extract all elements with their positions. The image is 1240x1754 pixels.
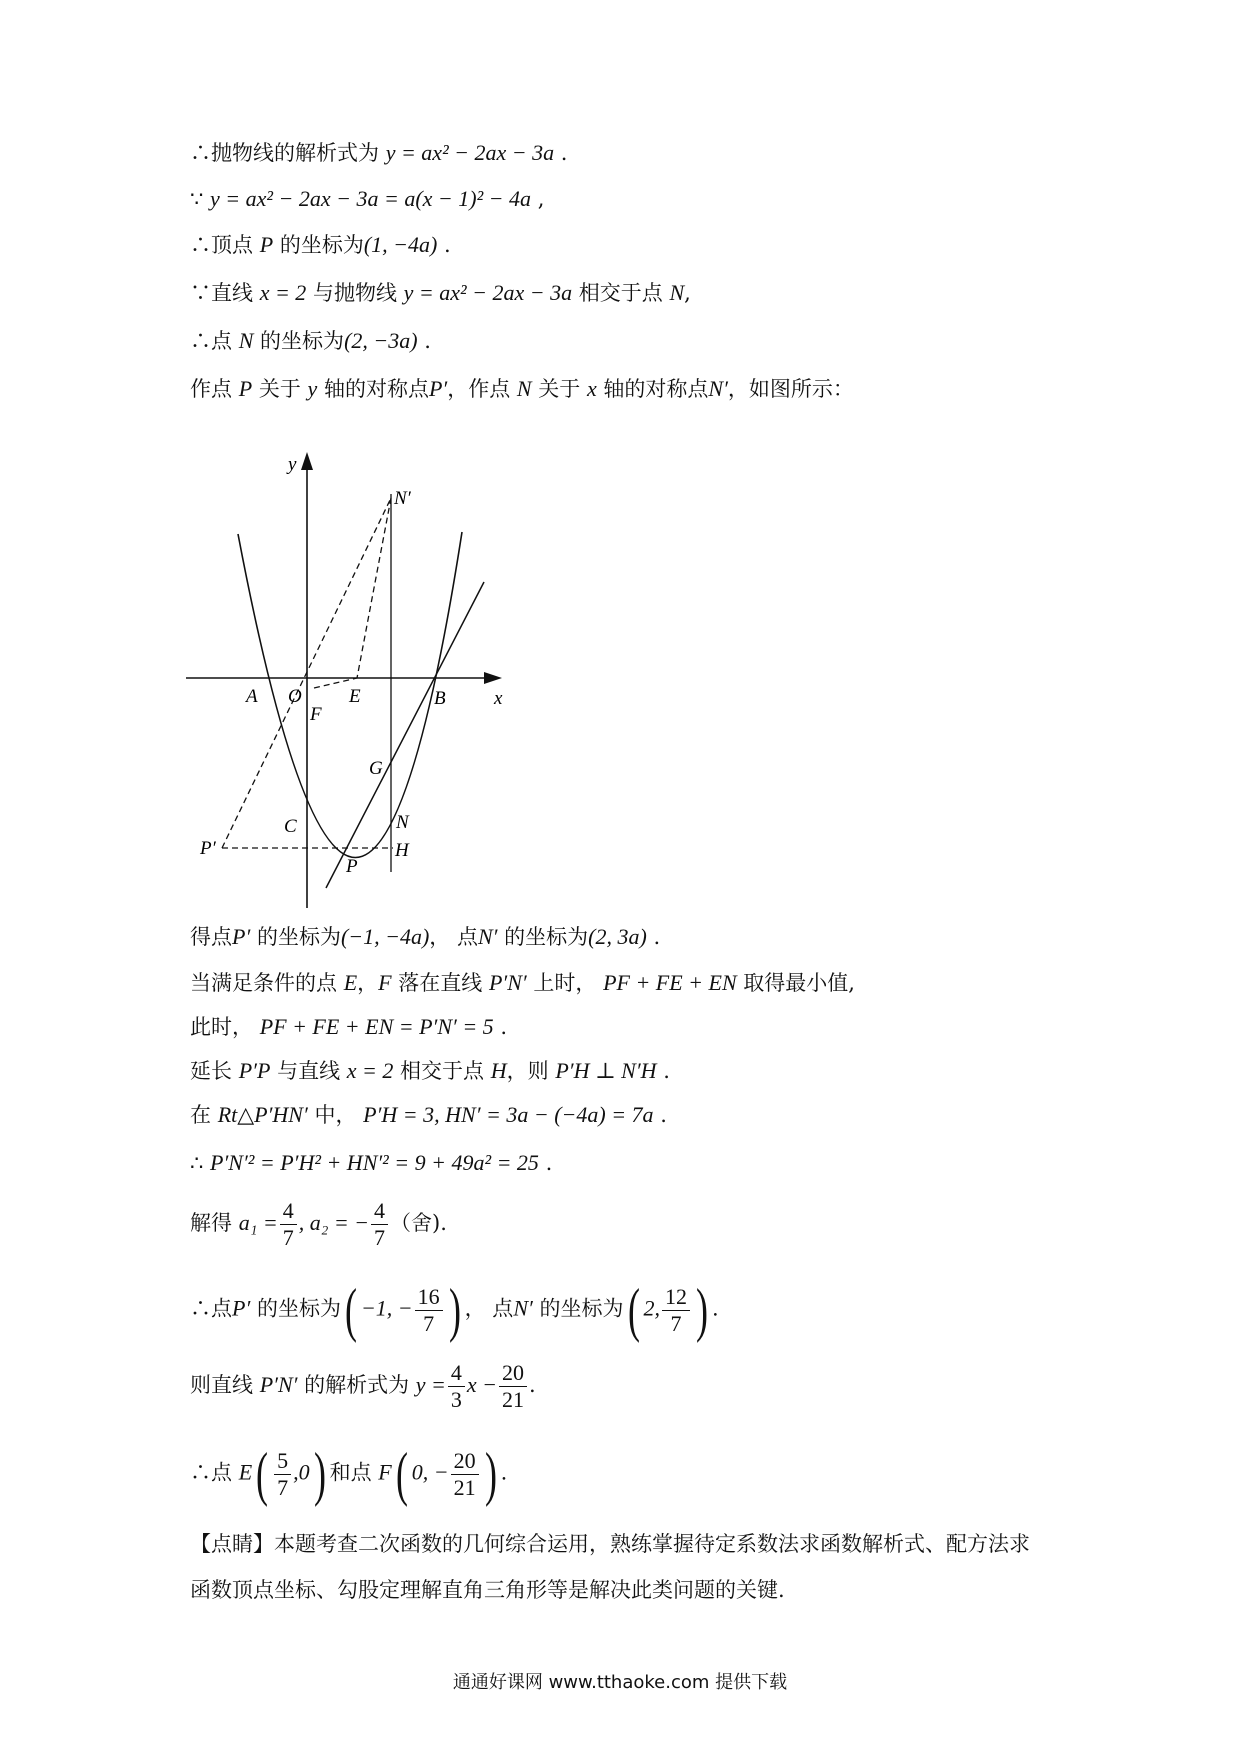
text: 与抛物线: [306, 281, 404, 305]
math: P′P: [238, 1058, 271, 1083]
text: ∴顶点: [190, 233, 260, 257]
denominator: 7: [423, 1310, 435, 1336]
text: 轴的对称点: [596, 377, 709, 401]
math: y = ax² − 2ax − 3a: [385, 140, 555, 165]
math: a₁ =: [238, 1210, 278, 1235]
numerator: 20: [499, 1362, 527, 1387]
denominator: 7: [374, 1225, 386, 1250]
text: .: [493, 1015, 508, 1039]
math: Rt△P′HN′: [217, 1102, 308, 1127]
text: ∵: [190, 187, 211, 211]
text: ∴点: [190, 1460, 239, 1485]
text: ∴抛物线的解析式为: [190, 141, 386, 165]
label-pprime: P′: [200, 838, 216, 859]
math: P′H = 3, HN′ = 3a − (−4a) = 7a: [363, 1102, 654, 1127]
fraction: [371, 1200, 388, 1249]
text: .: [529, 1373, 536, 1397]
text: 的解析式为: [297, 1373, 416, 1397]
line-7: [190, 926, 660, 948]
denominator: 7: [282, 1225, 294, 1250]
math: −1, −: [360, 1295, 413, 1321]
text: ∴点: [190, 329, 239, 353]
math: P′N′: [488, 970, 527, 995]
math: P′: [232, 924, 251, 949]
numerator: 5: [274, 1450, 291, 1475]
text: 的坐标为: [532, 1296, 624, 1321]
math: ,0: [293, 1459, 310, 1485]
math: (2, −3a): [344, 328, 418, 353]
text: 则直线: [190, 1373, 260, 1397]
line-10: [190, 1060, 670, 1082]
math: y =: [415, 1372, 446, 1397]
label-c: C: [284, 816, 297, 837]
text: 轴的对称点: [317, 377, 429, 401]
text: 此时，: [190, 1015, 260, 1039]
math: 2,: [643, 1295, 660, 1321]
x-axis-arrow: [484, 672, 502, 684]
text: .: [653, 1103, 667, 1127]
text: 中，: [307, 1103, 364, 1127]
text: 当满足条件的点: [190, 971, 344, 995]
text: 取得最小值,: [736, 971, 855, 995]
text: 作点: [190, 377, 239, 401]
math: y = ax² − 2ax − 3a = a(x − 1)² − 4a: [210, 186, 532, 211]
text: .: [554, 141, 568, 165]
text: 落在直线: [391, 971, 489, 995]
text: ， 点: [464, 1296, 514, 1321]
numerator: 4: [371, 1200, 388, 1225]
label-y: y: [288, 454, 297, 475]
text: ， 点: [429, 925, 478, 949]
denominator: 7: [277, 1474, 289, 1500]
text: ，: [357, 971, 379, 995]
text: 与直线: [270, 1059, 347, 1083]
fraction: [280, 1200, 297, 1249]
math: y = ax² − 2ax − 3a: [403, 280, 573, 305]
label-a: A: [246, 686, 258, 707]
label-b: B: [434, 688, 446, 709]
text: .: [417, 329, 431, 353]
math: x −: [466, 1372, 498, 1397]
text: ，则: [506, 1059, 556, 1083]
text: ,: [684, 281, 691, 305]
fraction: [662, 1283, 690, 1336]
text: 在: [190, 1103, 218, 1127]
text: 的坐标为: [250, 1296, 341, 1321]
math: PF + FE + EN: [603, 970, 737, 995]
fraction: [448, 1362, 465, 1411]
label-h: H: [395, 840, 409, 861]
paren-close: ): [448, 1277, 461, 1343]
text: 得点: [190, 925, 232, 949]
math: N: [669, 280, 685, 305]
text: .: [646, 925, 661, 949]
math: P′: [232, 1295, 251, 1321]
numerator: 12: [662, 1286, 690, 1311]
parabola-figure: [186, 452, 516, 912]
line-14: [190, 1277, 719, 1343]
line-6: [190, 378, 854, 400]
text: .: [711, 1296, 719, 1321]
line-3: [190, 234, 451, 256]
line-15: [190, 1362, 536, 1411]
math: N′: [513, 1295, 533, 1321]
math: x = 2: [259, 280, 307, 305]
line-18: [190, 1580, 785, 1601]
numerator: 16: [415, 1286, 443, 1311]
paren-open: (: [627, 1277, 640, 1343]
denominator: 21: [502, 1387, 525, 1412]
math: (1, −4a): [363, 232, 438, 257]
fraction: [415, 1283, 443, 1336]
math: N′: [477, 924, 498, 949]
line-2: [190, 188, 544, 210]
denominator: 3: [450, 1387, 462, 1412]
paren-open: (: [344, 1277, 357, 1343]
math: P′N′: [259, 1372, 298, 1397]
line-17: [190, 1534, 1030, 1555]
math: PF + FE + EN = P′N′ = 5: [259, 1014, 494, 1039]
text: 解得: [190, 1211, 239, 1235]
math: y: [307, 376, 318, 401]
label-o: O: [288, 686, 302, 707]
text: 【点睛】本题考查二次函数的几何综合运用，熟练掌握待定系数法求函数解析式、配方法求: [190, 1532, 1030, 1556]
paren-close: ): [313, 1441, 326, 1507]
text: 关于: [531, 377, 587, 401]
line-4: [190, 282, 691, 304]
math: H: [490, 1058, 507, 1083]
math: N: [516, 376, 532, 401]
math: N: [238, 328, 254, 353]
math: P′: [428, 376, 448, 401]
math: F: [378, 1459, 392, 1485]
label-n: N: [396, 812, 409, 833]
label-e: E: [349, 686, 361, 707]
fraction: [499, 1362, 527, 1411]
math: P′N′² = P′H² + HN′² = 9 + 49a² = 25: [210, 1150, 539, 1175]
text: .: [656, 1059, 670, 1083]
math: x: [586, 376, 597, 401]
text: 上时，: [526, 971, 604, 995]
math: P: [238, 376, 253, 401]
y-axis-arrow: [301, 452, 313, 470]
numerator: 4: [280, 1200, 297, 1225]
denominator: 21: [453, 1474, 476, 1500]
text: 的坐标为: [253, 329, 345, 353]
fraction: [451, 1447, 479, 1500]
text: ，如图所示：: [727, 377, 854, 401]
label-x: x: [494, 688, 503, 709]
numerator: 20: [451, 1450, 479, 1475]
text: ，作点: [447, 377, 517, 401]
paren-open: (: [395, 1441, 408, 1507]
paren-open: (: [256, 1441, 269, 1507]
label-nprime: N′: [394, 488, 411, 509]
paren-close: ): [484, 1441, 497, 1507]
text: 关于: [252, 377, 308, 401]
math: x = 2: [346, 1058, 394, 1083]
text: 的坐标为: [273, 233, 364, 257]
text: ∴点: [190, 1296, 232, 1321]
math: N′: [708, 376, 728, 401]
math: (2, 3a): [588, 924, 647, 949]
line-12: [190, 1152, 552, 1174]
text: ∴: [190, 1151, 211, 1175]
text: ,: [531, 187, 545, 211]
label-p: P: [346, 856, 358, 877]
line-1: [190, 142, 567, 164]
denominator: 7: [670, 1310, 682, 1336]
text: 延长: [190, 1059, 239, 1083]
text: 相交于点: [393, 1059, 491, 1083]
text: 函数顶点坐标、勾股定理解直角三角形等是解决此类问题的关键.: [190, 1578, 785, 1602]
text: （舍).: [390, 1211, 447, 1235]
line-9: [190, 1016, 507, 1038]
math: , a₂ = −: [298, 1210, 370, 1235]
math: (−1, −4a): [340, 924, 430, 949]
text: ∵直线: [190, 281, 260, 305]
label-f: F: [310, 704, 322, 725]
text: 相交于点: [572, 281, 670, 305]
math: F: [378, 970, 392, 995]
text: 的坐标为: [250, 925, 341, 949]
text: 和点: [329, 1460, 379, 1485]
line-13: [190, 1200, 447, 1249]
fraction: [274, 1447, 291, 1500]
math: E: [238, 1459, 253, 1485]
dashed-nprime-e: [357, 498, 391, 678]
text: 的坐标为: [497, 925, 589, 949]
line-16: [190, 1441, 508, 1507]
math: 0, −: [411, 1459, 449, 1485]
text: .: [538, 1151, 553, 1175]
text: .: [500, 1460, 508, 1485]
line-8: [190, 972, 855, 994]
paren-close: ): [695, 1277, 708, 1343]
line-5: [190, 330, 431, 352]
numerator: 4: [448, 1362, 465, 1387]
text: .: [437, 233, 451, 257]
line-11: [190, 1104, 667, 1126]
math: P′H ⊥ N′H: [555, 1058, 657, 1083]
math: P: [259, 232, 274, 257]
math: E: [343, 970, 358, 995]
label-g: G: [369, 758, 383, 779]
page-footer: 通通好课网 www.tthaoke.com 提供下载: [452, 1672, 788, 1693]
